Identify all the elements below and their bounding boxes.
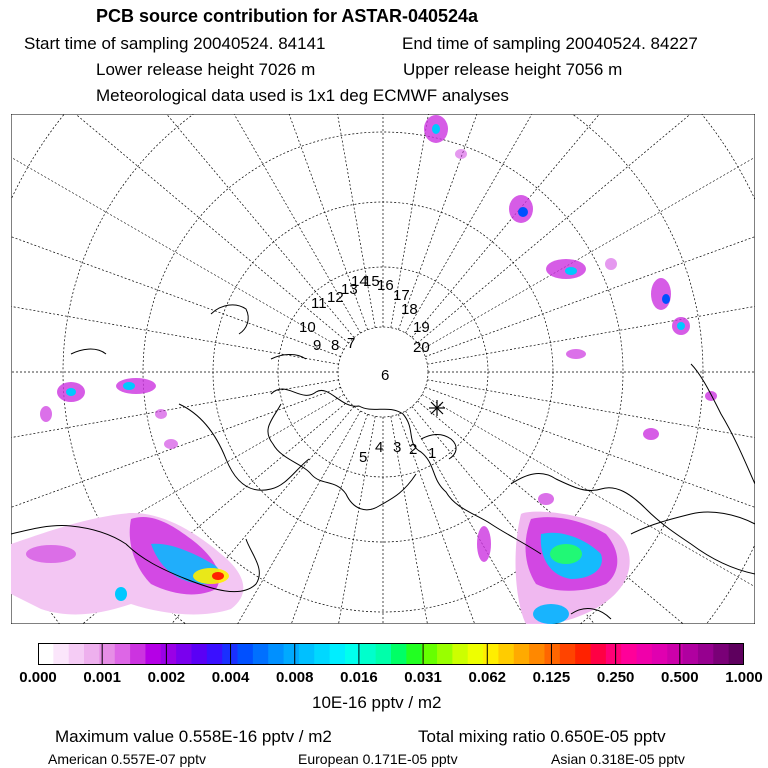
colorbar-swatch	[115, 643, 131, 665]
colorbar-swatch	[253, 643, 269, 665]
colorbar-tick-label: 0.031	[404, 669, 442, 686]
colorbar-swatch	[514, 643, 530, 665]
colorbar-swatch	[330, 643, 346, 665]
colorbar-swatch	[391, 643, 407, 665]
time-label-12: 12	[327, 289, 344, 306]
colorbar-swatch	[53, 643, 69, 665]
time-label-4: 4	[375, 439, 384, 456]
colorbar-swatch	[667, 643, 683, 665]
colorbar-tick-label: 0.001	[83, 669, 121, 686]
colorbar-swatch	[621, 643, 637, 665]
asian-contribution-text: Asian 0.318E-05 pptv	[551, 751, 685, 767]
colorbar-swatch	[452, 643, 468, 665]
colorbar-swatch	[191, 643, 207, 665]
colorbar-swatch	[376, 643, 392, 665]
colorbar-swatch	[729, 643, 744, 665]
time-label-8: 8	[331, 337, 340, 354]
time-label-13: 13	[341, 281, 358, 298]
total-mixing-ratio-text: Total mixing ratio 0.650E-05 pptv	[418, 727, 666, 746]
time-label-19: 19	[413, 319, 430, 336]
colorbar-swatch	[637, 643, 653, 665]
maximum-value-text: Maximum value 0.558E-16 pptv / m2	[55, 727, 332, 746]
colorbar-swatch	[483, 643, 499, 665]
colorbar-swatch	[360, 643, 376, 665]
colorbar	[38, 643, 744, 665]
time-label-20: 20	[413, 339, 430, 356]
time-label-17: 17	[393, 287, 410, 304]
colorbar-swatch	[176, 643, 192, 665]
lower-release-text: Lower release height 7026 m	[96, 60, 316, 79]
colorbar-tick-label: 0.004	[211, 669, 250, 686]
colorbar-swatch	[84, 643, 100, 665]
colorbar-swatch	[422, 643, 438, 665]
colorbar-tick-label: 1.000	[725, 669, 763, 686]
colorbar-swatch	[406, 643, 422, 665]
colorbar-units: 10E-16 pptv / m2	[312, 693, 442, 712]
station-marker-icon	[429, 400, 445, 416]
colorbar-swatch	[529, 643, 545, 665]
colorbar-swatch	[683, 643, 699, 665]
time-label-14: 14	[351, 273, 368, 290]
colorbar-swatch	[69, 643, 85, 665]
colorbar-swatch	[299, 643, 315, 665]
time-label-3: 3	[393, 439, 402, 456]
colorbar-swatch	[606, 643, 622, 665]
colorbar-tick-label: 0.250	[596, 669, 635, 686]
colorbar-swatch	[161, 643, 177, 665]
colorbar-swatch	[207, 643, 223, 665]
colorbar-tick-label: 0.008	[275, 669, 314, 686]
time-label-18: 18	[401, 301, 418, 318]
time-label-2: 2	[409, 441, 418, 458]
colorbar-swatch	[268, 643, 284, 665]
time-label-6: 6	[381, 367, 390, 384]
time-label-9: 9	[313, 337, 322, 354]
colorbar-swatch	[284, 643, 300, 665]
colorbar-swatch	[544, 643, 560, 665]
colorbar-tick-label: 0.016	[340, 669, 378, 686]
colorbar-swatch	[130, 643, 146, 665]
colorbar-swatch	[38, 643, 54, 665]
colorbar-swatch	[560, 643, 576, 665]
american-contribution-text: American 0.557E-07 pptv	[48, 751, 206, 767]
colorbar-tick-label: 0.002	[147, 669, 186, 686]
colorbar-swatch	[713, 643, 729, 665]
time-label-11: 11	[311, 295, 327, 312]
time-label-7: 7	[347, 335, 356, 352]
colorbar-swatch	[698, 643, 714, 665]
colorbar-swatch	[238, 643, 254, 665]
colorbar-tick-label: 0.000	[19, 669, 57, 686]
colorbar-swatch	[314, 643, 330, 665]
colorbar-swatch	[437, 643, 453, 665]
colorbar-swatch	[498, 643, 514, 665]
european-contribution-text: European 0.171E-05 pptv	[298, 751, 458, 767]
time-label-15: 15	[363, 273, 380, 290]
upper-release-text: Upper release height 7056 m	[403, 60, 623, 79]
start-time-text: Start time of sampling 20040524. 84141	[24, 34, 326, 53]
colorbar-tick-label: 0.500	[661, 669, 699, 686]
colorbar-tick-label: 0.062	[468, 669, 507, 686]
colorbar-swatch	[652, 643, 668, 665]
colorbar-tick-label: 0.125	[532, 669, 571, 686]
polar-map	[11, 114, 755, 624]
time-label-16: 16	[377, 277, 394, 294]
plot-title: PCB source contribution for ASTAR-040524a	[96, 6, 479, 26]
end-time-text: End time of sampling 20040524. 84227	[402, 34, 698, 53]
colorbar-swatch	[145, 643, 161, 665]
time-label-10: 10	[299, 319, 316, 336]
colorbar-swatch	[575, 643, 591, 665]
met-data-text: Meteorological data used is 1x1 deg ECMWF analyses	[96, 86, 509, 105]
time-label-1: 1	[428, 445, 437, 462]
time-label-5: 5	[359, 449, 368, 466]
colorbar-swatch	[591, 643, 607, 665]
colorbar-swatch	[468, 643, 484, 665]
